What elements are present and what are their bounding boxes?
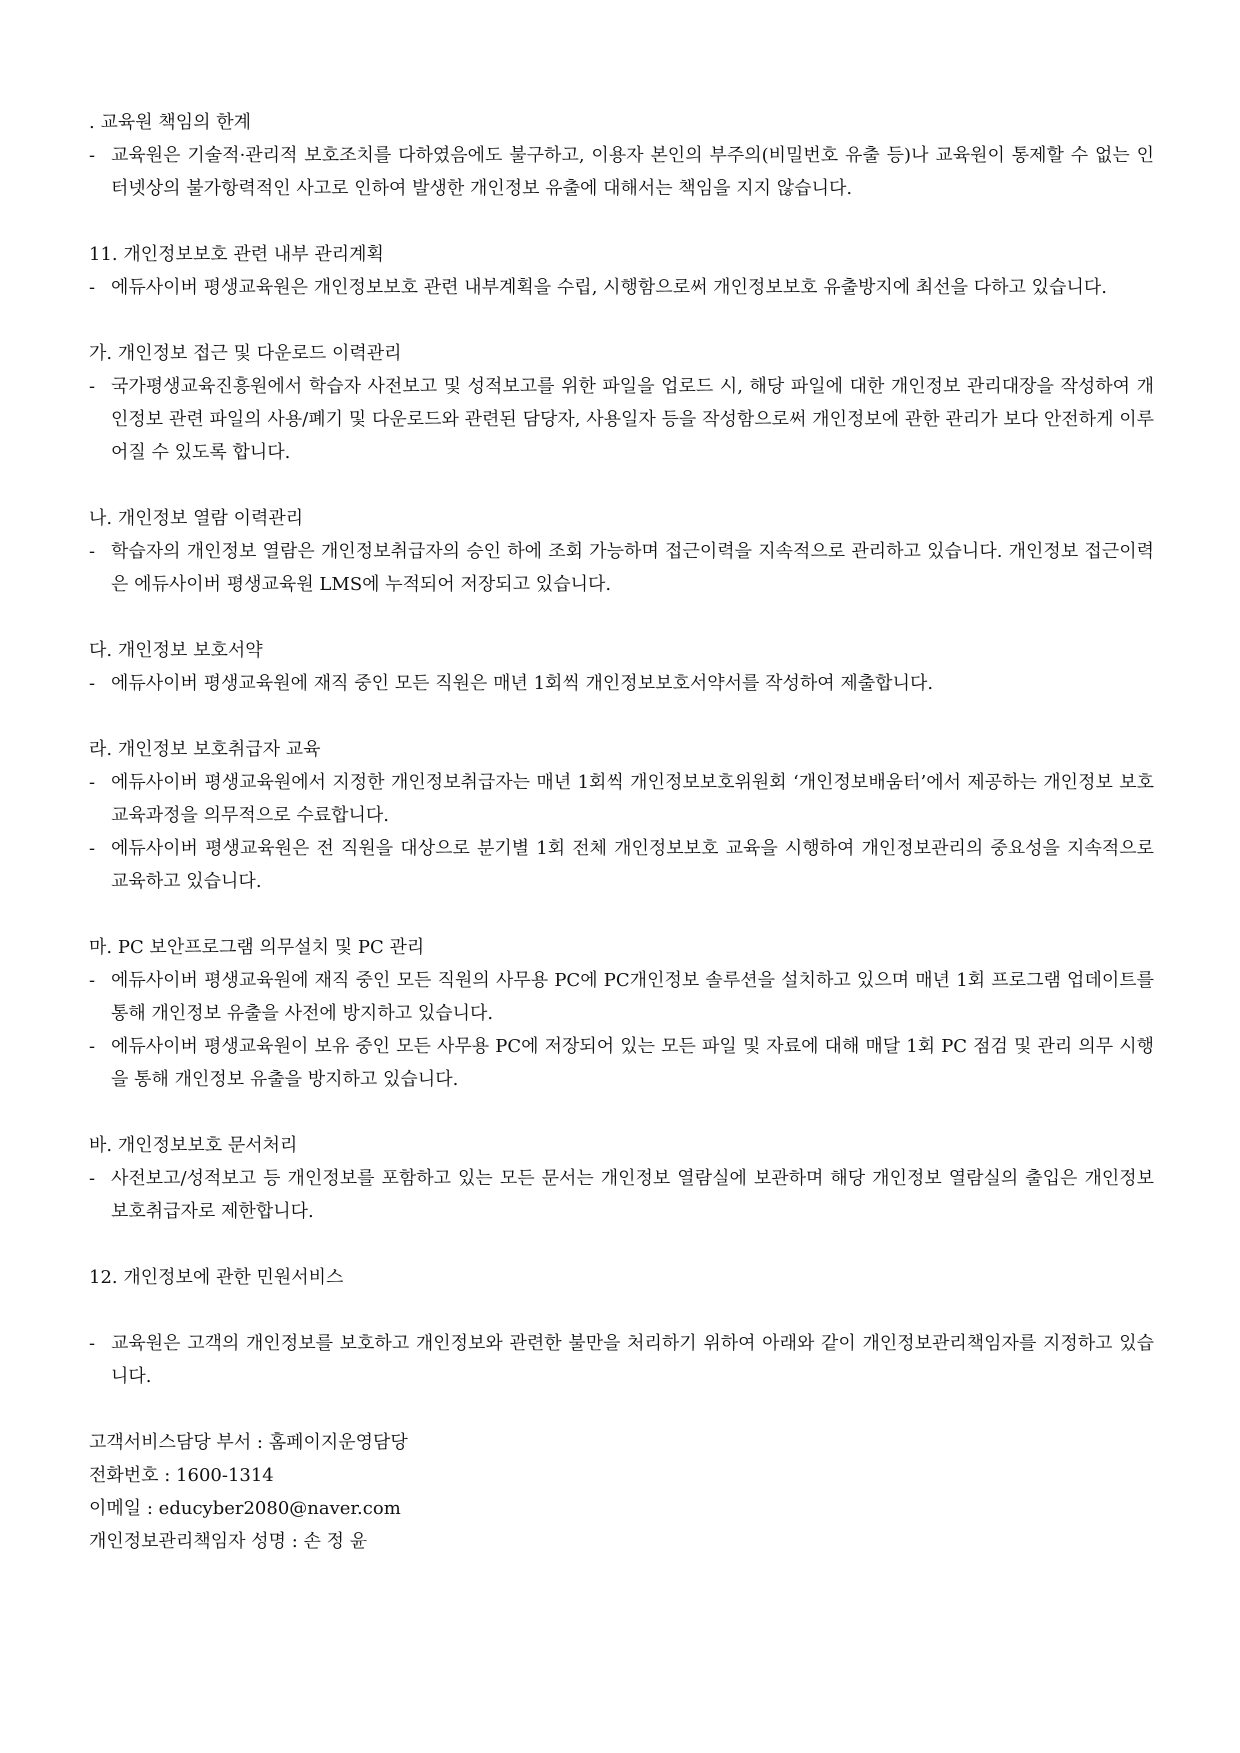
section-document-handling (89, 1129, 1154, 1228)
list-item (89, 964, 1154, 1030)
section-complaint-service (89, 1261, 1154, 1393)
list-item (89, 832, 1154, 898)
dash-bullet: - (89, 1333, 96, 1354)
contact-department: 고객서비스담당 부서 : 홈페이지운영담당 (89, 1432, 408, 1453)
section-protection-pledge (89, 634, 1154, 700)
dash-bullet: - (89, 970, 96, 991)
dash-bullet: - (89, 772, 96, 793)
list-item (89, 139, 1154, 205)
section-handler-education (89, 733, 1154, 898)
dash-bullet: - (89, 277, 96, 298)
section-heading: 12. 개인정보에 관한 민원서비스 (89, 1267, 344, 1288)
dash-bullet: - (89, 838, 96, 859)
document-page (89, 106, 1154, 1558)
dash-bullet: - (89, 145, 96, 166)
list-item-text: 에듀사이버 평생교육원에 재직 중인 모든 직원은 매년 1회씩 개인정보보호서약서를 작성하여 제출합니다. (111, 673, 934, 694)
section-heading: 11. 개인정보보호 관련 내부 관리계획 (89, 244, 384, 265)
list-item-text: 에듀사이버 평생교육원은 개인정보보호 관련 내부계획을 수립, 시행함으로써 개인정보보호 유출방지에 최선을 다하고 있습니다. (111, 277, 1107, 298)
list-item-text: 국가평생교육진흥원에서 학습자 사전보고 및 성적보고를 위한 파일을 업로드 시, 해당 파일에 대한 개인정보 관리대장을 작성하여 개인정보 관련 파일의 사용/폐기 및 다운로드와 관련된 담당자, 사용일자 등을 작성함으로써 개인정보에 관한 관리가 보다 안전하게 이루어질 수 있도록 합니다. (111, 376, 1154, 463)
dash-bullet: - (89, 541, 96, 562)
list-item (89, 1162, 1154, 1228)
section-internal-plan (89, 238, 1154, 304)
list-item-text: 에듀사이버 평생교육원은 전 직원을 대상으로 분기별 1회 전체 개인정보보호 교육을 시행하여 개인정보관리의 중요성을 지속적으로 교육하고 있습니다. (111, 838, 1154, 892)
section-pc-security (89, 931, 1154, 1096)
section-view-history (89, 502, 1154, 601)
section-heading: . 교육원 책임의 한계 (89, 112, 251, 133)
list-item-text: 학습자의 개인정보 열람은 개인정보취급자의 승인 하에 조회 가능하며 접근이력을 지속적으로 관리하고 있습니다. 개인정보 접근이력은 에듀사이버 평생교육원 LMS에 누적되어 저장되고 있습니다. (111, 541, 1154, 595)
dash-bullet: - (89, 1036, 96, 1057)
list-item (89, 766, 1154, 832)
list-item-text: 에듀사이버 평생교육원이 보유 중인 모든 사무용 PC에 저장되어 있는 모든 파일 및 자료에 대해 매달 1회 PC 점검 및 관리 의무 시행을 통해 개인정보 유출을 방지하고 있습니다. (111, 1036, 1154, 1090)
section-responsibility-limits (89, 106, 1154, 205)
dash-bullet: - (89, 376, 96, 397)
section-heading: 라. 개인정보 보호취급자 교육 (89, 739, 321, 760)
dash-bullet: - (89, 673, 96, 694)
section-heading: 나. 개인정보 열람 이력관리 (89, 508, 304, 529)
section-heading: 마. PC 보안프로그램 의무설치 및 PC 관리 (89, 937, 425, 958)
spacer (89, 1294, 1154, 1327)
contact-info (89, 1426, 1154, 1558)
list-item (89, 1030, 1154, 1096)
contact-phone: 전화번호 : 1600-1314 (89, 1465, 274, 1486)
list-item (89, 535, 1154, 601)
list-item (89, 271, 1154, 304)
list-item-text: 에듀사이버 평생교육원에 재직 중인 모든 직원의 사무용 PC에 PC개인정보 솔루션을 설치하고 있으며 매년 1회 프로그램 업데이트를 통해 개인정보 유출을 사전에 방지하고 있습니다. (111, 970, 1154, 1024)
list-item-text: 교육원은 고객의 개인정보를 보호하고 개인정보와 관련한 불만을 처리하기 위하여 아래와 같이 개인정보관리책임자를 지정하고 있습니다. (111, 1333, 1154, 1387)
list-item-text: 에듀사이버 평생교육원에서 지정한 개인정보취급자는 매년 1회씩 개인정보보호위원회 ‘개인정보배움터’에서 제공하는 개인정보 보호 교육과정을 의무적으로 수료합니다. (111, 772, 1154, 826)
section-heading: 가. 개인정보 접근 및 다운로드 이력관리 (89, 343, 402, 364)
contact-manager: 개인정보관리책임자 성명 : 손 정 윤 (89, 1531, 368, 1552)
section-heading: 다. 개인정보 보호서약 (89, 640, 263, 661)
list-item (89, 370, 1154, 469)
list-item-text: 사전보고/성적보고 등 개인정보를 포함하고 있는 모든 문서는 개인정보 열람실에 보관하며 해당 개인정보 열람실의 출입은 개인정보 보호취급자로 제한합니다. (111, 1168, 1154, 1222)
dash-bullet: - (89, 1168, 96, 1189)
list-item (89, 667, 1154, 700)
list-item-text: 교육원은 기술적·관리적 보호조치를 다하였음에도 불구하고, 이용자 본인의 부주의(비밀번호 유출 등)나 교육원이 통제할 수 없는 인터넷상의 불가항력적인 사고로 인하여 발생한 개인정보 유출에 대해서는 책임을 지지 않습니다. (111, 145, 1154, 199)
contact-email: 이메일 : educyber2080@naver.com (89, 1498, 401, 1519)
section-heading: 바. 개인정보보호 문서처리 (89, 1135, 298, 1156)
section-access-download-history (89, 337, 1154, 469)
list-item (89, 1327, 1154, 1393)
